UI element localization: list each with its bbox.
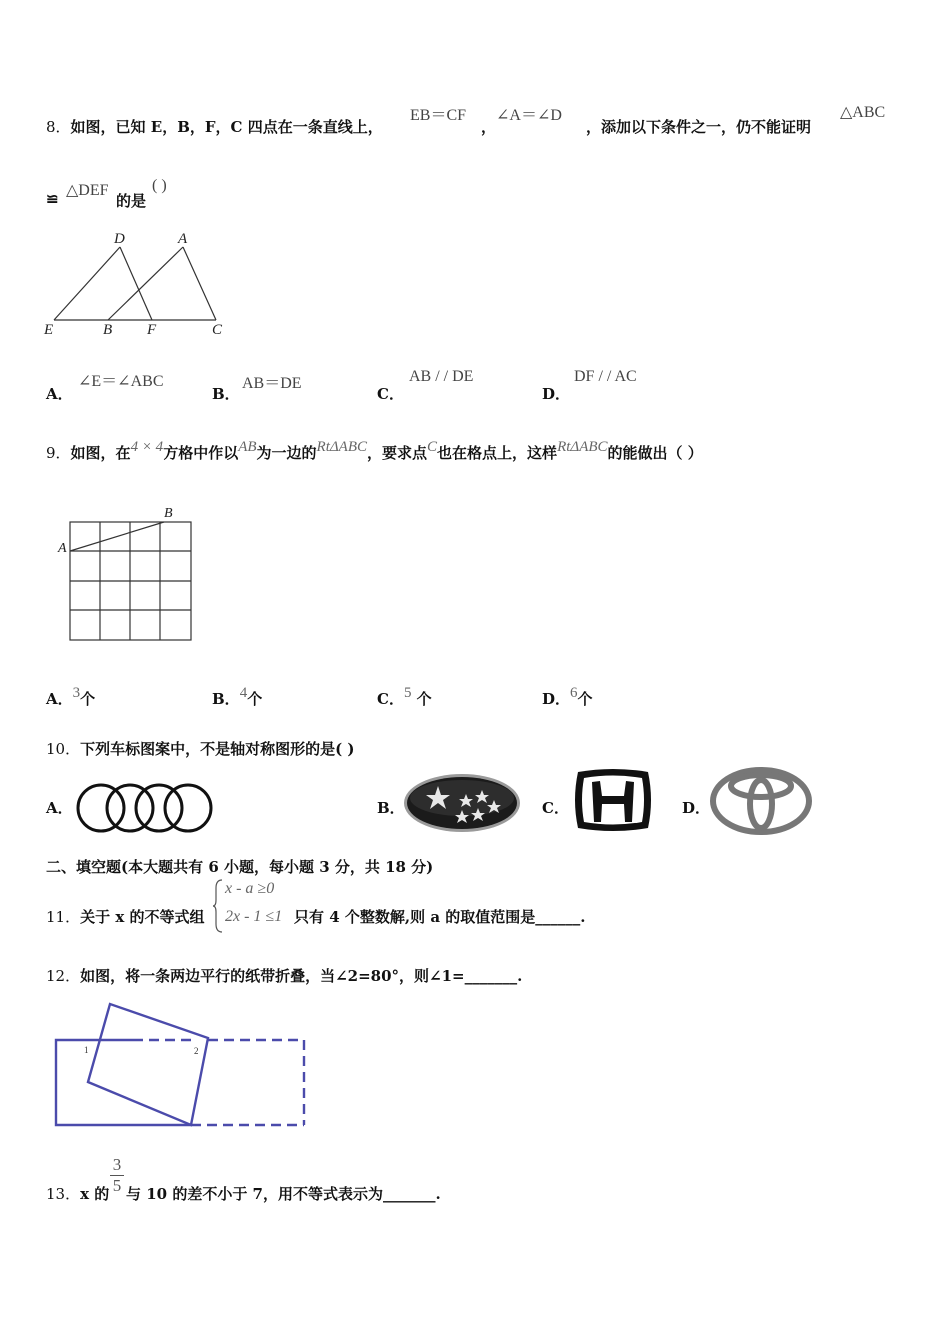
question-number: 12．: [46, 967, 81, 985]
rt-triangle: RtΔABC: [557, 439, 608, 455]
option-value: 4: [239, 685, 248, 701]
fraction: [110, 1155, 124, 1196]
q8-option-d-label[interactable]: D．: [542, 385, 571, 403]
grid-size: 4 × 4: [130, 439, 164, 455]
segment-ba: [108, 247, 183, 320]
question-text: 也在格点上，这样: [437, 444, 558, 462]
option-unit: 个: [411, 690, 432, 708]
congruent-symbol: ≌: [46, 190, 59, 208]
q8-option-c-label[interactable]: C．: [377, 385, 404, 403]
option-label: D．: [542, 690, 571, 708]
q10-option-c-label[interactable]: C．: [542, 799, 569, 817]
option-unit: 个: [80, 690, 96, 708]
option-label: C．: [377, 690, 404, 708]
answer-paren: ( ): [152, 177, 167, 194]
q9-grid-figure: [54, 504, 204, 644]
q12-folded-strip-figure: [48, 996, 314, 1136]
comma: ，: [481, 118, 497, 136]
q9-option-a[interactable]: [46, 685, 96, 709]
question-text: 方格中作以: [163, 444, 239, 462]
option-value: 5: [403, 685, 412, 701]
folded-part: [88, 1004, 208, 1125]
question-13-stem-start: [46, 1183, 109, 1204]
question-text: ，要求点: [367, 444, 428, 462]
q8-option-a-label[interactable]: A．: [46, 385, 73, 403]
question-number: 13．: [46, 1185, 81, 1203]
q8-option-c-value: AB / / DE: [409, 368, 474, 385]
q10-option-d-label[interactable]: D．: [682, 799, 711, 817]
q8-option-b-label[interactable]: B．: [212, 385, 240, 403]
question-text: 的能做出（ ）: [607, 444, 703, 462]
label-e: E: [44, 322, 54, 338]
q9-option-d[interactable]: [542, 685, 593, 709]
label-b: B: [103, 322, 113, 338]
question-12-stem: [46, 965, 522, 986]
angle-1-label: 1: [84, 1045, 89, 1055]
honda-logo-icon: [570, 766, 656, 834]
q9-option-b[interactable]: [212, 685, 263, 709]
option-unit: 个: [577, 690, 593, 708]
triangle-def: △DEF: [66, 182, 109, 199]
q8-option-d-value: DF / / AC: [574, 368, 637, 385]
question-text: 如图，已知 E，B，F，C 四点在一条直线上，: [70, 118, 383, 136]
question-text: 关于 x 的不等式组: [80, 908, 205, 926]
question-text: 如图，在: [70, 444, 131, 462]
fraction-numerator: 3: [112, 1155, 122, 1174]
question-text-end: 的是: [116, 192, 147, 210]
question-text: x 的: [80, 1185, 110, 1203]
question-13-stem-end: 与 10 的差不小于 7，用不等式表示为_______.: [126, 1185, 441, 1203]
segment-ab: AB: [238, 439, 257, 455]
question-text: 下列车标图案中，不是轴对称图形的是( ): [80, 740, 355, 758]
inequality-2: 2x - 1 ≤1: [225, 908, 283, 925]
label-d: D: [114, 231, 125, 247]
triangle-abc: △ABC: [840, 104, 886, 121]
audi-rings-logo-icon: [74, 780, 216, 836]
question-text: 为一边的: [256, 444, 317, 462]
question-11-stem-end: 只有 4 个整数解,则 a 的取值范围是______.: [294, 908, 586, 926]
segment-ed: [54, 247, 120, 320]
option-value: 3: [72, 685, 81, 701]
q8-option-a-value: ∠E＝∠ABC: [78, 373, 164, 390]
q8-option-b-value: AB＝DE: [242, 375, 302, 392]
option-label: A．: [46, 690, 73, 708]
inequality-1: x - a ≥0: [225, 880, 275, 897]
toyota-logo-icon: [708, 766, 814, 836]
question-number: 8．: [46, 118, 71, 136]
question-8-stem: [46, 116, 383, 137]
strip-solid-part: [56, 1040, 191, 1125]
question-9-stem: [46, 439, 703, 463]
label-f: F: [147, 322, 157, 338]
condition-angle-a-d: ∠A＝∠D: [496, 107, 562, 124]
subaru-logo-icon: [402, 772, 522, 834]
segment-df: [120, 247, 152, 320]
question-10-stem: [46, 738, 355, 759]
question-text: 如图，将一条两边平行的纸带折叠，当∠2=80°，则∠1=_______.: [80, 967, 523, 985]
brace-icon: [212, 878, 224, 934]
segment-ac: [183, 247, 216, 320]
option-value: 6: [570, 685, 578, 701]
label-b: B: [164, 506, 173, 521]
q8-figure: [40, 226, 240, 342]
question-11-stem-start: [46, 906, 204, 927]
rt-triangle: RtΔABC: [316, 439, 368, 455]
label-a: A: [58, 541, 67, 556]
section-2-title: 二、填空题(本大题共有 6 小题，每小题 3 分，共 18 分): [46, 858, 434, 876]
q9-option-c[interactable]: [377, 685, 432, 709]
fraction-denominator: 5: [110, 1175, 124, 1196]
question-number: 9．: [46, 444, 71, 462]
option-label: B．: [212, 690, 240, 708]
question-number: 10．: [46, 740, 81, 758]
question-text-continued: ，添加以下条件之一，仍不能证明: [586, 118, 812, 136]
label-c: C: [212, 322, 223, 338]
point-c: C: [427, 439, 438, 455]
segment-ab-line: [70, 522, 164, 551]
q10-option-a-label[interactable]: A．: [46, 799, 73, 817]
angle-2-label: 2: [194, 1046, 199, 1056]
q10-option-b-label[interactable]: B．: [377, 799, 405, 817]
option-unit: 个: [247, 690, 263, 708]
condition-eb-cf: EB＝CF: [410, 107, 467, 124]
question-number: 11．: [46, 908, 81, 926]
label-a: A: [178, 231, 188, 247]
